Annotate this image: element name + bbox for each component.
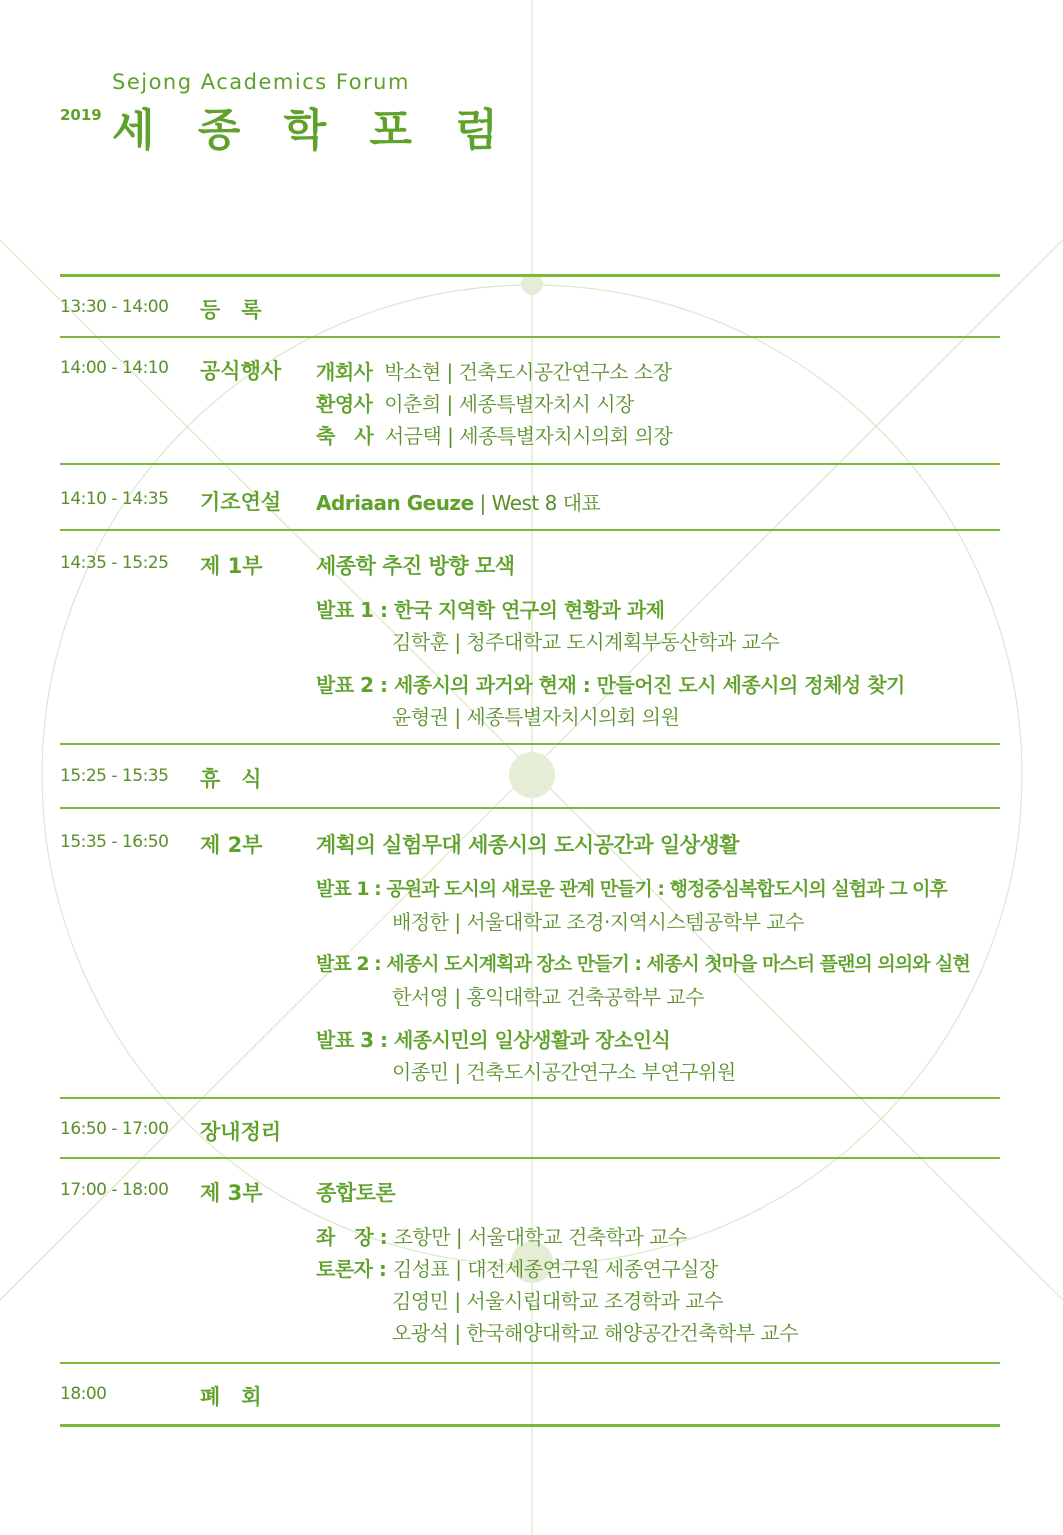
talk-speaker: 김학훈 | 청주대학교 도시계획부동산학과 교수 [392,630,780,654]
speaker-name: Adriaan Geuze [316,491,474,515]
item-role: 개회사 [316,360,373,384]
talk-label: 발표 2 : [316,673,394,697]
keynote-speaker [316,487,600,516]
talk-speaker: 배정한 | 서울대학교 조경·지역시스템공학부 교수 [392,910,804,934]
item-person: 박소현 | 건축도시공간연구소 소장 [384,360,672,384]
session-title: 장내정리 [200,1120,282,1144]
talk-title [316,594,664,623]
time-slot: 14:35 - 15:25 [60,553,169,573]
panel-label: 토론자 : [316,1257,393,1281]
talk-name: 세종시의 과거와 현재 : 만들어진 도시 세종시의 정체성 찾기 [393,673,905,697]
divider [60,1362,1000,1364]
talk-label: 발표 1 : [316,598,394,622]
forum-subtitle: Sejong Academics Forum [112,70,410,94]
program-item [316,388,634,417]
talk-speaker: 윤형권 | 세종특별자치시의회 의원 [392,705,680,729]
divider [60,1157,1000,1159]
time-slot: 18:00 [60,1384,107,1404]
time-slot: 15:25 - 15:35 [60,766,169,786]
divider [60,529,1000,531]
divider [60,274,1000,277]
speaker-affiliation: | West 8 대표 [479,491,601,515]
session-title: 등 록 [200,298,262,322]
item-person: 이춘희 | 세종특별자치시 시장 [384,392,634,416]
talk-title [316,1024,670,1053]
time-slot: 17:00 - 18:00 [60,1180,169,1200]
time-slot: 16:50 - 17:00 [60,1119,169,1139]
panelist: 김성표 | 대전세종연구원 세종연구실장 [392,1257,718,1281]
talk-name: 한국 지역학 연구의 현황과 과제 [393,598,665,622]
divider [60,807,1000,809]
item-person: 서금택 | 세종특별자치시의회 의장 [384,424,673,448]
session-topic: 세종학 추진 방향 모색 [316,554,515,578]
forum-title: 세 종 학 포 럼 [112,105,512,156]
talk-label: 발표 2 : [316,953,387,975]
session-topic: 종합토론 [316,1181,396,1205]
talk-label: 발표 1 : [316,878,387,900]
item-role: 환영사 [316,392,373,416]
talk-title [316,874,947,901]
divider [60,463,1000,465]
session-title: 기조연설 [200,490,282,514]
session-title: 폐 회 [200,1385,262,1409]
session-title: 제 1부 [200,554,263,578]
session-title: 제 2부 [200,833,263,857]
session-title: 공식행사 [200,359,282,383]
divider [60,1097,1000,1099]
session-topic: 계획의 실험무대 세종시의 도시공간과 일상생활 [316,833,739,857]
program-item [316,420,672,449]
chair-label: 좌 장 : [316,1225,394,1249]
time-slot: 14:10 - 14:35 [60,489,169,509]
time-slot: 13:30 - 14:00 [60,297,169,317]
program-item [316,356,671,385]
time-slot: 14:00 - 14:10 [60,358,169,378]
divider [60,743,1000,745]
session-title: 제 3부 [200,1181,263,1205]
panelist: 오광석 | 한국해양대학교 해양공간건축학부 교수 [392,1321,799,1345]
session-title: 휴 식 [200,767,262,791]
chair-name: 조항만 | 서울대학교 건축학과 교수 [393,1225,687,1249]
time-slot: 15:35 - 16:50 [60,832,169,852]
talk-title [316,949,970,976]
talk-speaker: 이종민 | 건축도시공간연구소 부연구위원 [392,1060,736,1084]
talk-label: 발표 3 : [316,1028,394,1052]
forum-year: 2019 [60,106,102,124]
talk-name: 세종시민의 일상생활과 장소인식 [393,1028,671,1052]
talk-name: 세종시 도시계획과 장소 만들기 : 세종시 첫마을 마스터 플랜의 의의와 실현 [386,953,970,975]
item-role: 축 사 [316,424,374,448]
panel-line [316,1253,718,1282]
chair-line [316,1221,687,1250]
panelist: 김영민 | 서울시립대학교 조경학과 교수 [392,1289,723,1313]
divider [60,336,1000,338]
talk-name: 공원과 도시의 새로운 관계 만들기 : 행정중심복합도시의 실험과 그 이후 [386,878,947,900]
talk-title [316,669,905,698]
talk-speaker: 한서영 | 홍익대학교 건축공학부 교수 [392,985,704,1009]
divider [60,1424,1000,1427]
